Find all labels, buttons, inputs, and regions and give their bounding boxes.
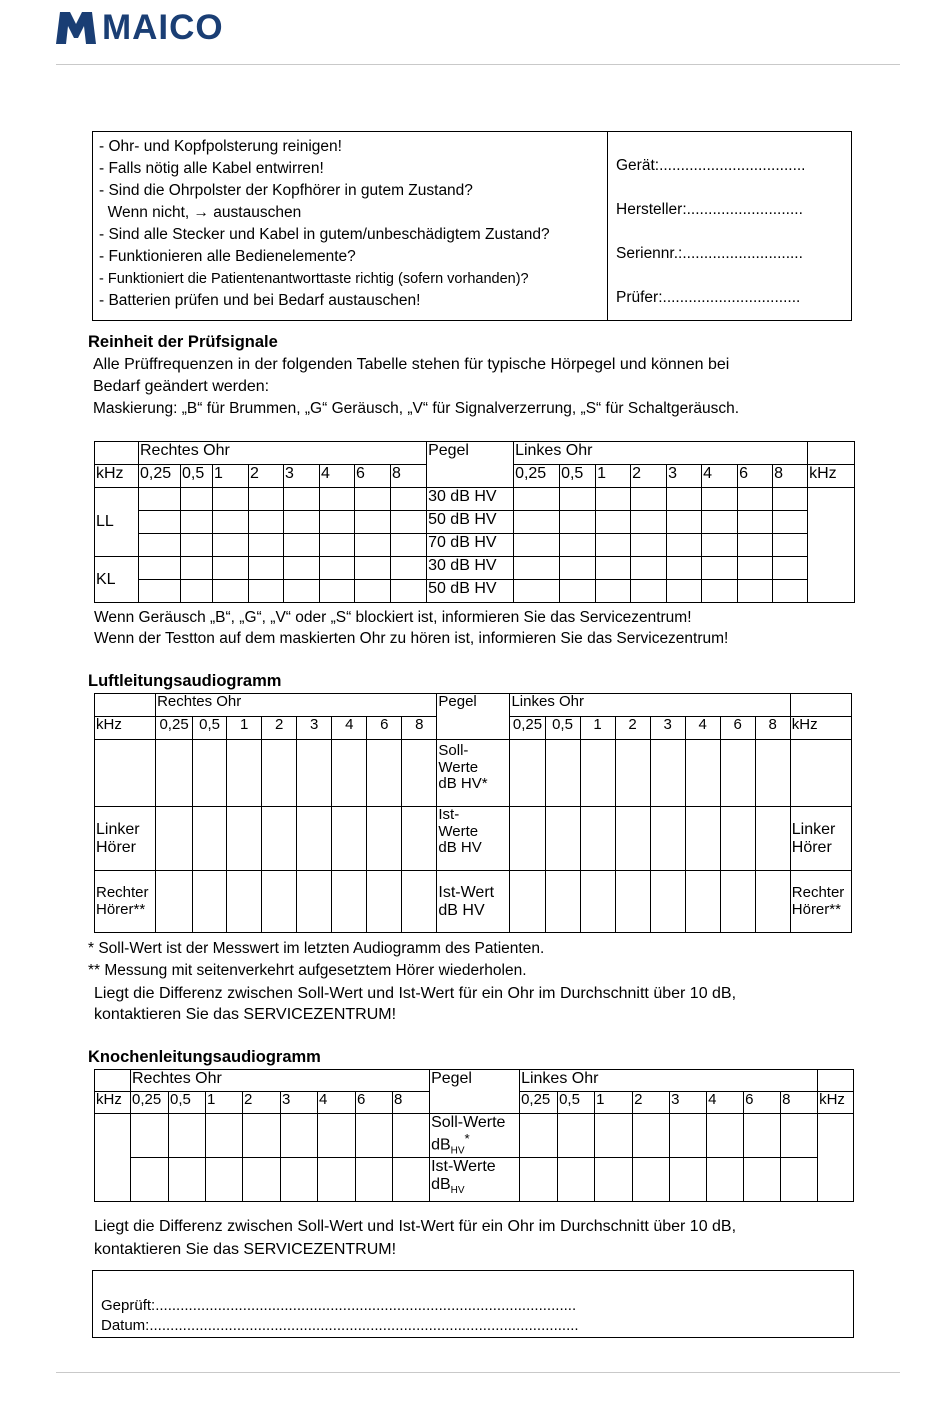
ll-group-label: LL: [95, 488, 139, 557]
level-cell: 70 dB HV: [427, 534, 514, 557]
purity-table: [94, 441, 855, 603]
freq-cell: 1: [580, 717, 615, 740]
checklist-items: [93, 132, 608, 321]
freq-cell: 2: [262, 717, 297, 740]
serial-field: Seriennr.:............................: [616, 245, 803, 262]
empty-cell: [790, 740, 851, 807]
freq-cell: 2: [633, 1092, 670, 1114]
freq-cell: 6: [355, 465, 391, 488]
freq-cell: 8: [391, 465, 427, 488]
level-header: Pegel: [427, 442, 514, 488]
empty-cell: [818, 1114, 854, 1202]
freq-cell: 8: [773, 465, 808, 488]
khz-label: kHz: [808, 465, 855, 488]
section-title-bone: Knochenleitungsaudiogramm: [88, 1048, 321, 1066]
freq-cell: 1: [213, 465, 249, 488]
freq-cell: 8: [402, 717, 437, 740]
freq-cell: 3: [667, 465, 702, 488]
level-cell: 50 dB HV: [427, 580, 514, 603]
freq-cell: 0,5: [560, 465, 596, 488]
checklist-item: Wenn nicht, → austauschen: [99, 204, 302, 221]
right-receiver-label: Rechter Hörer**: [95, 871, 156, 933]
freq-cell: 4: [685, 717, 720, 740]
manufacturer-field: Hersteller:...........................: [616, 201, 803, 218]
level-cell: 30 dB HV: [427, 557, 514, 580]
freq-cell: 3: [297, 717, 332, 740]
empty-cell: [808, 442, 855, 465]
checked-by-field[interactable]: Geprüft:.....................................................................................................: [101, 1297, 577, 1314]
freq-cell: 4: [332, 717, 367, 740]
section-title-air: Luftleitungsaudiogramm: [88, 672, 282, 690]
air-note-2: ** Messung mit seitenverkehrt aufgesetztem Hörer wiederholen.: [88, 962, 527, 979]
freq-cell: 0,25: [514, 465, 560, 488]
checklist-item: - Batterien prüfen und bei Bedarf austauschen!: [99, 292, 421, 309]
freq-cell: 2: [615, 717, 650, 740]
maintenance-checklist: [92, 131, 852, 321]
freq-cell: 1: [596, 465, 631, 488]
signoff-box: [92, 1270, 854, 1338]
purity-note-2: Wenn der Testton auf dem maskierten Ohr zu hören ist, informieren Sie das Servicezentrum!: [94, 630, 729, 647]
maico-m-icon: [56, 10, 96, 46]
tester-field: Prüfer:................................: [616, 289, 801, 306]
brand-name: MAICO: [102, 8, 224, 47]
freq-cell: 4: [320, 465, 355, 488]
bone-note-1: Liegt die Differenz zwischen Soll-Wert und Ist-Wert für ein Ohr im Durchschnitt über 10 dB,: [94, 1218, 737, 1235]
khz-label: kHz: [95, 1092, 131, 1114]
actual-values-label: Ist-Werte $dB_{HV}$: [430, 1158, 520, 1202]
left-receiver-label: Linker Hörer: [790, 807, 851, 871]
freq-cell: 2: [249, 465, 284, 488]
purity-note-1: Wenn Geräusch „B“, „G“, „V“ oder „S“ blockiert ist, informieren Sie das Servicezentrum!: [94, 609, 692, 626]
freq-cell: 3: [284, 465, 320, 488]
right-ear-header: Rechtes Ohr: [131, 1070, 430, 1092]
target-values-label: Soll-Werte $dB_{HV}^*$: [430, 1114, 520, 1158]
air-note-3: Liegt die Differenz zwischen Soll-Wert und Ist-Wert für ein Ohr im Durchschnitt über 10 dB,: [94, 985, 737, 1002]
target-values-label: Soll- Werte dB HV*: [437, 740, 510, 807]
section-title-purity: Reinheit der Prüfsignale: [88, 333, 278, 351]
freq-cell: 3: [670, 1092, 707, 1114]
freq-cell: 0,25: [510, 717, 545, 740]
freq-cell: 3: [650, 717, 685, 740]
freq-cell: 1: [595, 1092, 633, 1114]
empty-cell: [95, 694, 156, 717]
left-receiver-label: Linker Hörer: [95, 807, 156, 871]
freq-cell: 6: [367, 717, 402, 740]
khz-label: kHz: [95, 465, 139, 488]
kl-group-label: KL: [95, 557, 139, 603]
footer-divider: [56, 1372, 900, 1373]
level-cell: 30 dB HV: [427, 488, 514, 511]
freq-cell: 1: [206, 1092, 243, 1114]
maico-logo: [56, 8, 224, 48]
header-divider: [56, 64, 900, 65]
left-ear-header: Linkes Ohr: [514, 442, 808, 465]
freq-cell: 4: [318, 1092, 356, 1114]
freq-cell: 8: [393, 1092, 430, 1114]
checklist-item: - Funktionieren alle Bedienelemente?: [99, 248, 356, 265]
level-header: Pegel: [430, 1070, 520, 1114]
device-fields: [608, 132, 852, 321]
level-header: Pegel: [437, 694, 510, 740]
air-conduction-table: [94, 693, 852, 933]
actual-value-label: Ist-Wert dB HV: [437, 871, 510, 933]
freq-cell: 8: [781, 1092, 818, 1114]
empty-cell: [95, 442, 139, 465]
freq-cell: 3: [281, 1092, 318, 1114]
checklist-item: - Falls nötig alle Kabel entwirren!: [99, 160, 324, 177]
freq-cell: 1: [227, 717, 262, 740]
freq-cell: 8: [755, 717, 790, 740]
air-note-1: * Soll-Wert ist der Messwert im letzten Audiogramm des Patienten.: [88, 940, 545, 957]
freq-cell: 0,5: [545, 717, 580, 740]
empty-cell: [95, 1070, 131, 1092]
purity-text-2: Bedarf geändert werden:: [93, 378, 270, 395]
checklist-item: - Sind die Ohrpolster der Kopfhörer in gutem Zustand?: [99, 182, 473, 199]
device-field: Gerät:..................................: [616, 157, 806, 174]
checklist-item: - Funktioniert die Patientenantworttaste richtig (sofern vorhanden)?: [99, 271, 529, 287]
date-field[interactable]: Datum:.......................................................................................................: [101, 1317, 579, 1334]
right-ear-header: Rechtes Ohr: [139, 442, 427, 465]
bone-note-2: kontaktieren Sie das SERVICEZENTRUM!: [94, 1241, 397, 1258]
khz-label: kHz: [790, 717, 851, 740]
left-ear-header: Linkes Ohr: [510, 694, 790, 717]
purity-text-1: Alle Prüffrequenzen in der folgenden Tabelle stehen für typische Hörpegel und können bei: [93, 356, 730, 373]
freq-cell: 0,25: [131, 1092, 169, 1114]
freq-cell: 6: [720, 717, 755, 740]
right-receiver-label: Rechter Hörer**: [790, 871, 851, 933]
level-cell: 50 dB HV: [427, 511, 514, 534]
purity-text-3: Maskierung: „B“ für Brummen, „G“ Geräusch, „V“ für Signalverzerrung, „S“ für Schaltgeräusch.: [93, 400, 740, 417]
freq-cell: 0,25: [139, 465, 181, 488]
checklist-item: - Sind alle Stecker und Kabel in gutem/unbeschädigtem Zustand?: [99, 226, 550, 243]
empty-cell: [790, 694, 851, 717]
freq-cell: 4: [702, 465, 738, 488]
actual-values-label: Ist- Werte dB HV: [437, 807, 510, 871]
left-ear-header: Linkes Ohr: [520, 1070, 818, 1092]
freq-cell: 4: [707, 1092, 744, 1114]
checklist-item: - Ohr- und Kopfpolsterung reinigen!: [99, 138, 342, 155]
right-ear-header: Rechtes Ohr: [156, 694, 437, 717]
empty-cell: [95, 1114, 131, 1202]
air-note-4: kontaktieren Sie das SERVICEZENTRUM!: [94, 1006, 397, 1023]
freq-cell: 2: [243, 1092, 281, 1114]
bone-conduction-table: [94, 1069, 854, 1202]
freq-cell: 0,5: [169, 1092, 206, 1114]
freq-cell: 0,25: [156, 717, 193, 740]
freq-cell: 2: [631, 465, 667, 488]
khz-label: kHz: [95, 717, 156, 740]
empty-cell: [95, 740, 156, 807]
khz-label: kHz: [818, 1092, 854, 1114]
freq-cell: 0,5: [181, 465, 213, 488]
freq-cell: 6: [738, 465, 773, 488]
freq-cell: 6: [356, 1092, 393, 1114]
freq-cell: 0,25: [520, 1092, 558, 1114]
freq-cell: 0,5: [558, 1092, 595, 1114]
empty-cell: [818, 1070, 854, 1092]
freq-cell: 0,5: [193, 717, 227, 740]
empty-cell: [808, 488, 855, 603]
freq-cell: 6: [744, 1092, 781, 1114]
